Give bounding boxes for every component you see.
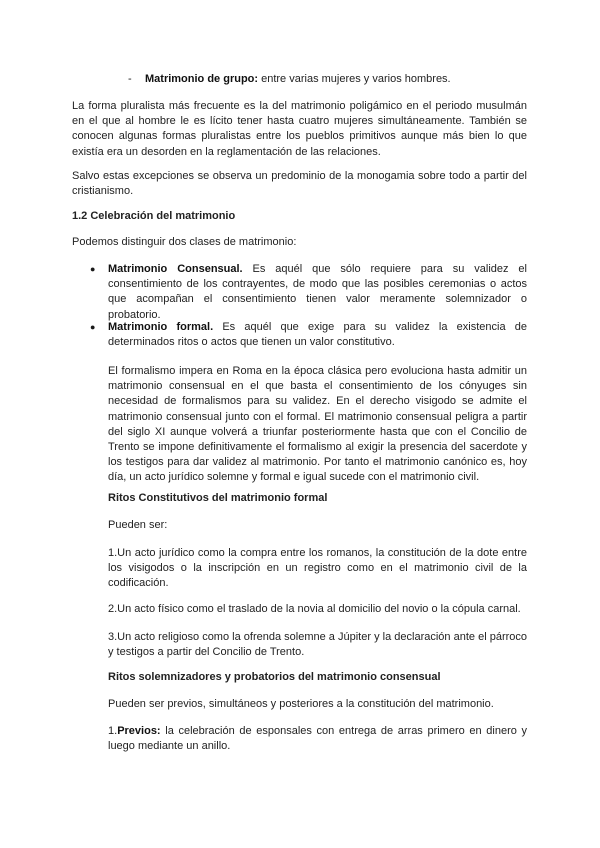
dash-marker: - <box>128 73 132 85</box>
section-heading-ritos-constitutivos: Ritos Constitutivos del matrimonio formal <box>108 492 328 504</box>
bullet-icon: ● <box>90 264 96 274</box>
section-heading-ritos-solemnizadores: Ritos solemnizadores y probatorios del matrimonio consensual <box>108 671 441 683</box>
term-text: la celebración de esponsales con entrega de arras primero en dinero y luego mediante un anillo. <box>108 725 527 753</box>
paragraph-clases: Podemos distinguir dos clases de matrimonio: <box>72 236 297 248</box>
prefix: 1. <box>108 725 118 737</box>
list-item-matrimonio-grupo <box>145 72 535 87</box>
paragraph-acto-religioso: 3.Un acto religioso como la ofrenda solemne a Júpiter y la declaración ante el párroco y testigos a partir del Concilio de Trento. <box>108 631 527 659</box>
section-heading-celebracion: 1.2 Celebración del matrimonio <box>72 210 236 222</box>
term: Previos: <box>117 725 161 737</box>
list-item-formal <box>108 320 527 350</box>
term: Matrimonio de grupo: <box>145 73 259 85</box>
term-text: Es aquél que exige para su validez la existencia de determinados ritos o actos que tienen un valor constitutivo. <box>108 321 527 349</box>
paragraph-formalismo: El formalismo impera en Roma en la época clásica pero evoluciona hasta admitir un matrimonio consensual en el que basta el consentimiento de los cónyuges sin necesidad de formalismos para su validez. En el derecho visigodo se admite el matrimonio consensual junto con el formal. El matrimonio consensual peligra a partir del siglo XI aunque volverá a triunfar posteriormente hasta que con el Concilio de Trento se impone definitivamente el formalismo al exigir la presencia del sacerdote y los testigos para dar validez al matrimonio. Por tanto el matrimonio canónico es, hoy día, un acto jurídico solemne y formal e igual sucede con el matrimonio civil. <box>108 365 527 484</box>
paragraph-pueden-ser: Pueden ser: <box>108 519 168 531</box>
list-item-consensual <box>108 262 527 323</box>
term: Matrimonio formal. <box>108 321 214 333</box>
paragraph-previos-simultaneos: Pueden ser previos, simultáneos y posteriores a la constitución del matrimonio. <box>108 698 494 710</box>
term: Matrimonio Consensual. <box>108 263 243 275</box>
bullet-icon: ● <box>90 322 96 332</box>
term-text: entre varias mujeres y varios hombres. <box>258 73 451 85</box>
paragraph-monogamia: Salvo estas excepciones se observa un predominio de la monogamia sobre todo a partir del cristianismo. <box>72 170 527 198</box>
paragraph-previos <box>108 724 527 754</box>
paragraph-acto-fisico: 2.Un acto físico como el traslado de la novia al domicilio del novio o la cópula carnal. <box>108 603 521 615</box>
paragraph-poligamico: La forma pluralista más frecuente es la del matrimonio poligámico en el periodo musulmán en el que al hombre le es lícito tener hasta cuatro mujeres simultáneamente. También se conocen algunas formas pluralistas entre los pueblos primitivos aunque más bien lo que existía era un desorden en la reglamentación de las relaciones. <box>72 100 527 158</box>
paragraph-acto-juridico: 1.Un acto jurídico como la compra entre los romanos, la constitución de la dote entre los visigodos o la inscripción en un registro como en el matrimonio civil de la codificación. <box>108 547 527 590</box>
term-text: Es aquél que sólo requiere para su validez el consentimiento de los contrayentes, de modo que las posibles ceremonias o actos que acompañan el consentimiento tienen valor meramente solemnizador o probatorio. <box>108 263 527 321</box>
